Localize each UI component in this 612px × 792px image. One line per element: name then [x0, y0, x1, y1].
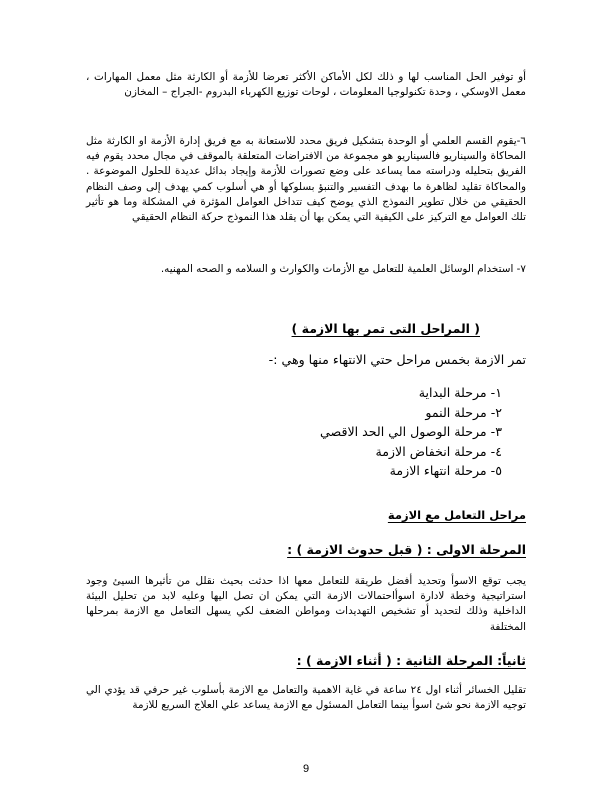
stages-intro: تمر الازمة بخمس مراحل حتي الانتهاء منها وهي :- — [268, 352, 526, 367]
page-number: 9 — [302, 763, 310, 775]
paragraph-item-7: ٧- استخدام الوسائل العلمية للتعامل مع الأزمات والكوارث و السلامه و الصحه المهنيه. — [160, 263, 526, 275]
stage-item: ٣- مرحلة الوصول الي الحد الاقصي — [320, 424, 502, 439]
paragraph-item-6: ٦-يقوم القسم العلمي أو الوحدة بتشكيل فريق محدد للاستعانة به مع فريق إدارة الأزمة او الكارثة مثل المحاكاة والسيناريو فالسيناريو هو مجموعة من الافتراضات المتعلقة بالموقف في مجال محدد يقوم فيه الفريق بتحليله ودراسته مما يساعد على وضع تصورات للأزمة وإيجاد بدائل عديدة للحلول الموضوعة . والمحاكاة تقليد لظاهرة ما بهدف التفسير والتنبؤ بسلوكها أو هي أسلوب كمي يهدف إلى وصف النظام الحقيقي من خلال تطوير النموذج الذي يوضح كيف تتداخل العوامل المؤثرة في المشكلة وما هو تأثير تلك العوامل مع التركيز على الكيفية التي يمكن بها أن يقلد هذا النموذج حركة النظام الحقيقي — [86, 135, 526, 224]
stage-item: ٥- مرحلة انتهاء الازمة — [389, 463, 502, 478]
paragraph-continuation: أو توفير الحل المناسب لها و ذلك لكل الأماكن الأكثر تعرضا للأزمة أو الكارثة مثل معمل المهارات ، معمل الاوسكي ، وحدة تكنولوجيا المعلومات ، لوحات توزيع الكهرباء البدروم -الجراج – المخازن — [86, 71, 526, 99]
phase1-text: يجب توقع الاسوأ وتحديد أفضل طريقة للتعامل معها اذا حدثت بحيث نقلل من تأثيرها السيئ وجود استراتيجية وخطة لادارة اسوأاحتمالات الازمة التي يمكن ان تصل اليها وعليه لابد من تحليل البيئة الداخلية وذلك لتحديد أو تشخيص التهديدات ومواطن الضعف لكي يسهل التعامل مع الازمة بمرحلها المختلفة — [86, 575, 526, 633]
phase1-heading: المرحلة الاولى : ( قبل حدوث الازمة ) : — [287, 542, 526, 557]
stages-heading: ( المراحل التى تمر بها الازمة ) — [291, 321, 480, 336]
stages-list — [320, 383, 502, 481]
handling-heading: مراحل التعامل مع الازمة — [387, 508, 526, 522]
phase2-text: تقليل الخسائر أثناء اول ٢٤ ساعة في غاية الاهمية والتعامل مع الازمة بأسلوب غير حرفي قد يؤدي الي توجيه الازمة نحو شئ اسوأ بينما التعامل المسئول مع الازمة يساعد علي العلاج السريع للازمة — [86, 684, 526, 712]
stage-item: ٢- مرحلة النمو — [425, 404, 502, 420]
stage-item: ٤- مرحلة انخفاض الازمة — [375, 443, 502, 459]
phase2-heading: ثانياً: المرحلة الثانية : ( أثناء الازمة ) : — [296, 653, 526, 668]
stage-item: ١- مرحلة البداية — [418, 385, 502, 400]
